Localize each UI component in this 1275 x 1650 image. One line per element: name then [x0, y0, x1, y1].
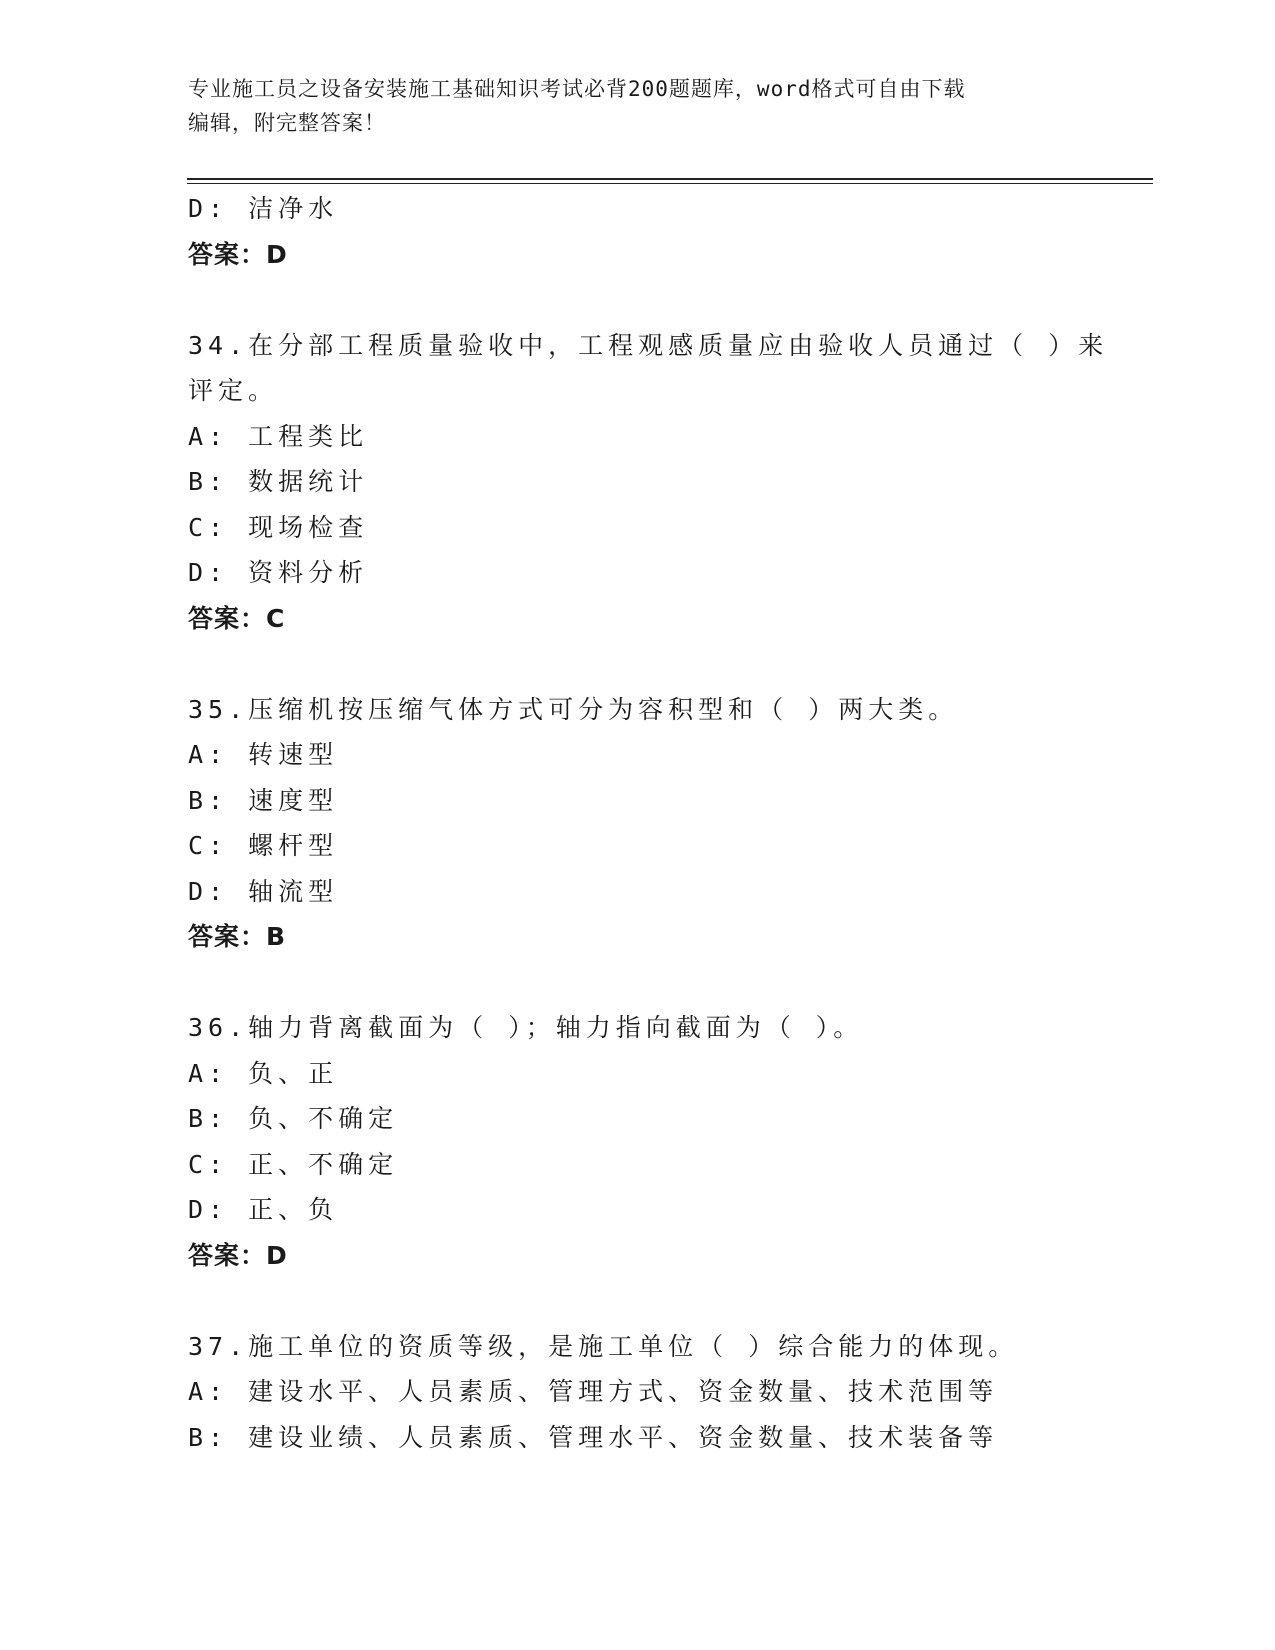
question-text-line-1: 35.压缩机按压缩气体方式可分为容积型和（ ）两大类。: [188, 694, 959, 724]
question-text-line-2: 评定。: [188, 376, 279, 405]
question-35: [188, 687, 1088, 960]
header-title-line-1: 专业施工员之设备安装施工基础知识考试必背200题题库，word格式可自由下载: [188, 77, 966, 101]
option-d: D: 资料分析: [188, 558, 369, 587]
document-body: [188, 186, 1109, 1460]
header-title-line-2: 编辑，附完整答案！: [188, 111, 386, 135]
option-b: B: 数据统计: [188, 467, 369, 496]
option-d: D: 轴流型: [188, 876, 339, 906]
option-c: C: 现场检查: [188, 512, 369, 542]
option-b: B: 建设业绩、人员素质、管理水平、资金数量、技术装备等: [188, 1422, 999, 1452]
page-header: [188, 72, 1088, 140]
option-a: A: 转速型: [188, 740, 339, 769]
answer-line: 答案：C: [188, 603, 286, 633]
option-d: D: 洁净水: [188, 194, 339, 223]
option-a: A: 负、正: [188, 1058, 339, 1088]
option-c: C: 螺杆型: [188, 831, 339, 860]
header-divider-thick: [187, 178, 1153, 180]
answer-line: 答案：D: [188, 1240, 288, 1270]
spacer: [188, 277, 1088, 323]
answer-line: 答案：D: [188, 239, 288, 269]
spacer: [188, 1278, 1088, 1324]
option-b: B: 负、不确定: [188, 1104, 399, 1133]
option-d: D: 正、负: [188, 1195, 339, 1224]
question-34: [188, 323, 1109, 642]
option-a: A: 工程类比: [188, 421, 369, 451]
question-text-line-1: 36.轴力背离截面为（ ）；轴力指向截面为（ ）。: [188, 1013, 864, 1042]
question-text-line-1: 34.在分部工程质量验收中，工程观感质量应由验收人员通过（ ）来: [188, 330, 1109, 360]
spacer: [188, 960, 1088, 1006]
spacer: [188, 641, 1088, 687]
question-36: [188, 1005, 1088, 1278]
option-c: C: 正、不确定: [188, 1149, 399, 1179]
option-a: A: 建设水平、人员素质、管理方式、资金数量、技术范围等: [188, 1377, 999, 1406]
option-b: B: 速度型: [188, 785, 339, 815]
carryover-question: [188, 186, 1088, 277]
question-text-line-1: 37.施工单位的资质等级，是施工单位（ ）综合能力的体现。: [188, 1331, 1019, 1361]
header-divider-thin: [187, 183, 1153, 184]
question-37: [188, 1324, 1088, 1461]
answer-line: 答案：B: [188, 922, 287, 951]
